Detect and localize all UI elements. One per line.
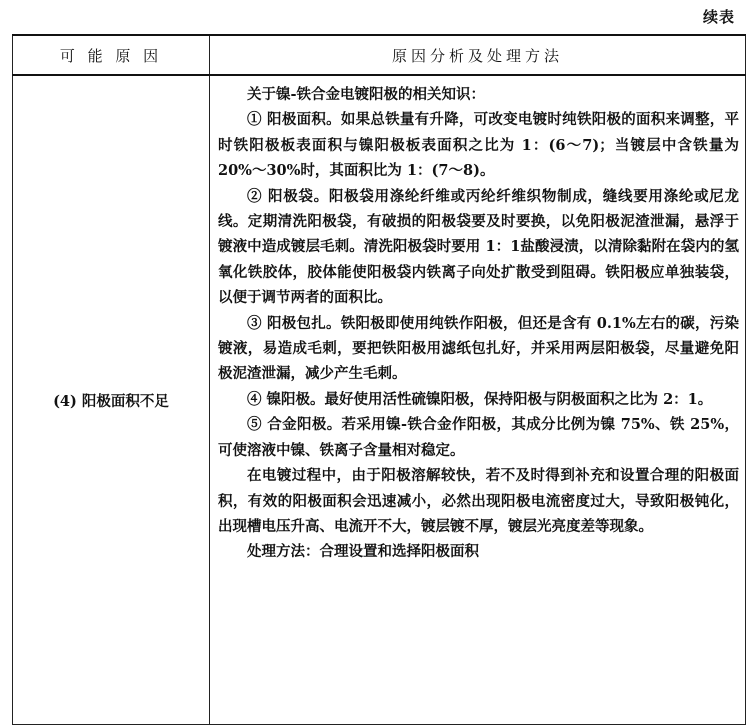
analysis-item-nickel-anode: ④ 镍阳极。最好使用活性硫镍阳极，保持阳极与阴极面积之比为 2：1。 — [247, 390, 713, 408]
troubleshooting-table — [12, 34, 746, 725]
analysis-item-anode-bag: ② 阳极袋。阳极袋用涤纶纤维或丙纶纤维织物制成，缝线要用涤纶或尼龙线。定期清洗阳极袋，有破损的阳极袋要及时要换，以免阳极泥渣泄漏，悬浮于镀液中造成镀层毛刺。清洗阳极袋时要用 1：1盐酸浸渍，以清除黏附在袋内的氢氧化铁胶体，胶体能使阳极袋内铁离子向处扩散受到阻碍。铁阳极应单独装袋，以便于调节两者的面积比。 — [218, 187, 739, 307]
analysis-cell — [210, 75, 746, 725]
analysis-item-alloy-anode: ⑤ 合金阳极。若采用镍-铁合金作阳极，其成分比例为镍 75%、铁 25%，可使溶液中镍、铁离子含量相对稳定。 — [218, 416, 739, 459]
treatment-method-value: 合理设置和选择阳极面积 — [319, 543, 479, 561]
table-row — [13, 75, 746, 725]
analysis-item-anode-wrapping: ③ 阳极包扎。铁阳极即使用纯铁作阳极，但还是含有 0.1%左右的碳，污染镀液，易造成毛刺，要把铁阳极用滤纸包扎好，并采用两层阳极袋，尽量避免阳极泥渣泄漏，减少产生毛刺。 — [218, 314, 739, 383]
analysis-summary: 在电镀过程中，由于阳极溶解较快，若不及时得到补充和设置合理的阳极面积，有效的阳极面积会迅速减小，必然出现阳极电流密度过大，导致阳极钝化，出现槽电压升高、电流开不大，镀层镀不厚，镀层光亮度差等现象。 — [218, 467, 739, 535]
analysis-item-anode-area: ① 阳极面积。如果总铁量有升降，可改变电镀时纯铁阳极的面积来调整，平时铁阳极板表面积与镍阳极板表面积之比为 1：(6～7)；当镀层中含铁量为 20%～30%时，其面积比为 1：(7～8)。 — [218, 111, 739, 180]
table-body — [13, 75, 746, 725]
analysis-intro: 关于镍-铁合金电镀阳极的相关知识： — [247, 86, 486, 103]
cause-cell: (4) 阳极面积不足 — [13, 75, 210, 725]
continued-label: 续表 — [702, 8, 735, 26]
troubleshooting-table-container — [12, 34, 746, 724]
table-header — [13, 35, 746, 75]
header-cause: 可 能 原 因 — [13, 35, 210, 75]
treatment-method — [218, 539, 739, 564]
header-row — [13, 35, 746, 75]
header-analysis: 原因分析及处理方法 — [210, 35, 746, 75]
treatment-method-label: 处理方法： — [247, 543, 320, 561]
